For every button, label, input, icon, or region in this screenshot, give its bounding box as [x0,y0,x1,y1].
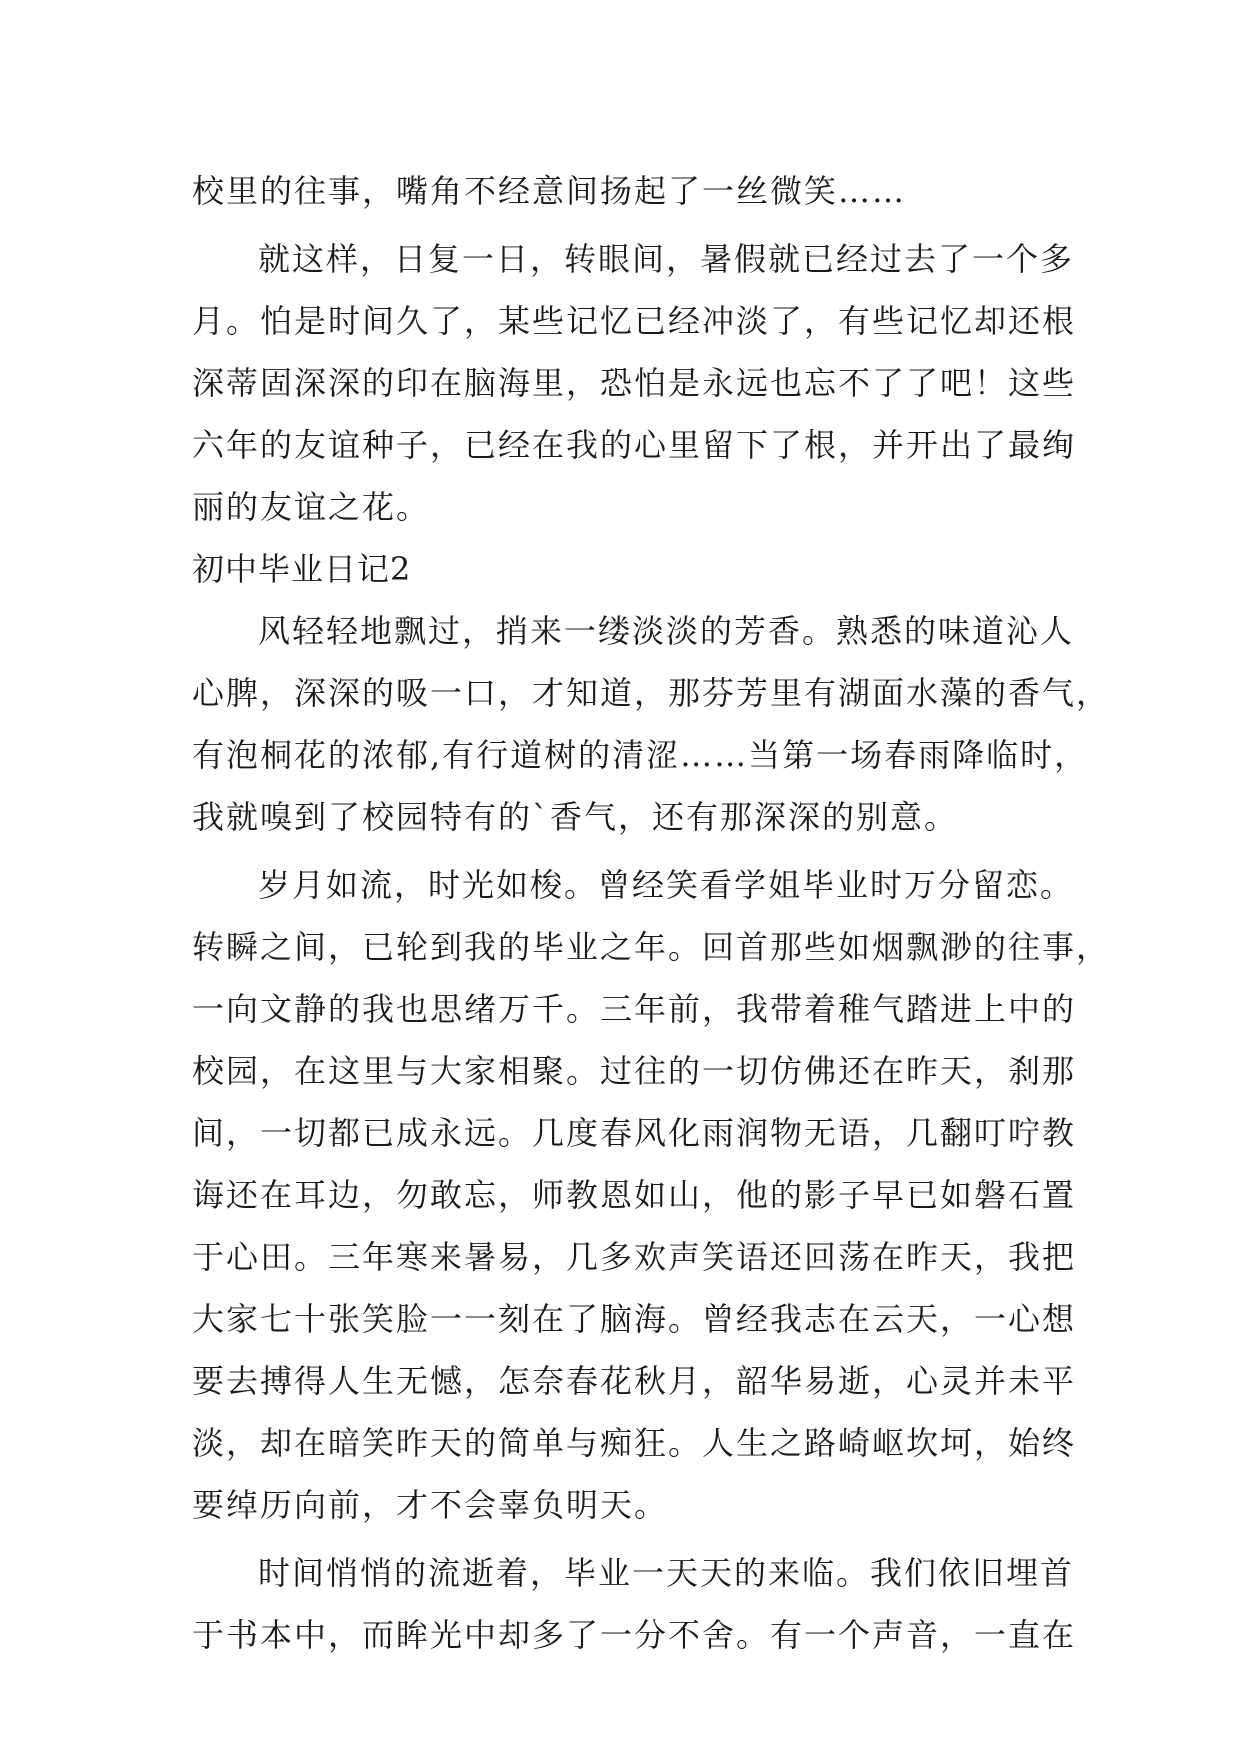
text-line: 间，一切都已成永远。几度春风化雨润物无语，几翻叮咛教 [192,1114,1077,1152]
section-heading: 初中毕业日记2 [192,550,412,588]
text-line: 丽的友谊之花。 [192,488,431,526]
text-line: 深蒂固深深的印在脑海里，恐怕是永远也忘不了了吧！这些 [192,364,1077,402]
paragraph-first-line: 岁月如流，时光如梭。曾经笑看学姐毕业时万分留恋。 [258,866,1075,904]
text-line: 六年的友谊种子，已经在我的心里留下了根，并开出了最绚 [192,426,1077,464]
text-line: 要绰历向前，才不会辜负明天。 [192,1486,669,1524]
paragraph-first-line: 时间悄悄的流逝着，毕业一天天的来临。我们依旧埋首 [258,1554,1075,1592]
text-line: 要去搏得人生无憾，怎奈春花秋月，韶华易逝，心灵并未平 [192,1362,1077,1400]
text-line: 于书本中，而眸光中却多了一分不舍。有一个声音，一直在 [192,1616,1077,1654]
text-line: 淡，却在暗笑昨天的简单与痴狂。人生之路崎岖坎坷，始终 [192,1424,1077,1462]
text-line: 月。怕是时间久了，某些记忆已经冲淡了，有些记忆却还根 [192,302,1077,340]
paragraph-first-line: 风轻轻地飘过，捎来一缕淡淡的芳香。熟悉的味道沁人 [258,612,1075,650]
text-line: 诲还在耳边，勿敢忘，师教恩如山，他的影子早已如磐石置 [192,1176,1077,1214]
text-line: 我就嗅到了校园特有的`香气，还有那深深的别意。 [192,798,959,836]
text-line: 一向文静的我也思绪万千。三年前，我带着稚气踏进上中的 [192,990,1077,1028]
document-body [192,160,1111,1666]
text-line: 大家七十张笑脸一一刻在了脑海。曾经我志在云天，一心想 [192,1300,1077,1338]
paragraph-first-line: 就这样，日复一日，转眼间，暑假就已经过去了一个多 [258,240,1075,278]
text-line: 校里的往事，嘴角不经意间扬起了一丝微笑…… [192,172,907,210]
text-line: 心脾，深深的吸一口，才知道，那芬芳里有湖面水藻的香气， [192,674,1111,712]
text-line: 有泡桐花的浓郁,有行道树的清涩……当第一场春雨降临时， [192,736,1089,774]
text-line: 于心田。三年寒来暑易，几多欢声笑语还回荡在昨天，我把 [192,1238,1077,1276]
text-line: 校园，在这里与大家相聚。过往的一切仿佛还在昨天，刹那 [192,1052,1077,1090]
text-line: 转瞬之间，已轮到我的毕业之年。回首那些如烟飘渺的往事， [192,928,1111,966]
